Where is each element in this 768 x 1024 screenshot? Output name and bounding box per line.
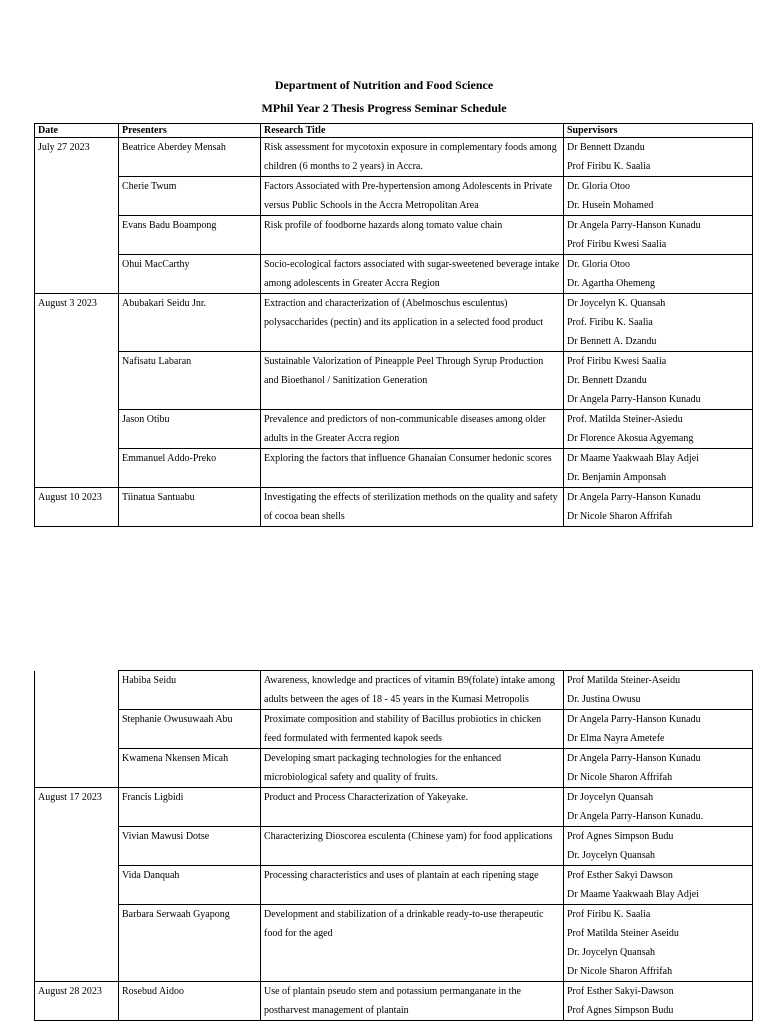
cell-supervisors xyxy=(564,255,753,294)
supervisor-name: Dr Angela Parry-Hanson Kunadu. xyxy=(567,811,704,822)
cell-research-title: Sustainable Valorization of Pineapple Peel Through Syrup Production and Bioethanol / Sanitization Generation xyxy=(261,352,564,410)
supervisor-name: Dr Nicole Sharon Affrifah xyxy=(567,966,673,977)
cell-presenter: Vivian Mawusi Dotse xyxy=(119,827,261,866)
cell-supervisors xyxy=(564,410,753,449)
cell-supervisors xyxy=(564,216,753,255)
cell-date: August 17 2023 xyxy=(35,788,119,827)
supervisor-name: Dr Joycelyn K. Quansah xyxy=(567,298,666,309)
supervisor-name: Dr Maame Yaakwaah Blay Adjei xyxy=(567,453,699,464)
cell-supervisors xyxy=(564,671,753,710)
cell-research-title: Factors Associated with Pre-hypertension among Adolescents in Private versus Public Schools in the Accra Metropolitan Area xyxy=(261,177,564,216)
supervisor-name: Prof Firibu Kwesi Saalia xyxy=(567,356,667,367)
supervisor-name: Dr. Joycelyn Quansah xyxy=(567,850,656,861)
cell-supervisors xyxy=(564,177,753,216)
table-row xyxy=(35,255,753,294)
supervisor-name: Dr. Husein Mohamed xyxy=(567,200,654,211)
cell-supervisors xyxy=(564,294,753,352)
cell-presenter: Francis Ligbidi xyxy=(119,788,261,827)
cell-research-title: Extraction and characterization of (Abelmoschus esculentus) polysaccharides (pectin) and its application in a selected food product xyxy=(261,294,564,352)
cell-date xyxy=(35,749,119,788)
supervisor-name: Dr Angela Parry-Hanson Kunadu xyxy=(567,492,701,503)
cell-research-title: Risk profile of foodborne hazards along tomato value chain xyxy=(261,216,564,255)
supervisor-name: Prof Firibu Kwesi Saalia xyxy=(567,239,667,250)
cell-date xyxy=(35,216,119,255)
cell-date xyxy=(35,177,119,216)
cell-date: July 27 2023 xyxy=(35,138,119,177)
cell-presenter: Emmanuel Addo-Preko xyxy=(119,449,261,488)
cell-supervisors xyxy=(564,866,753,905)
cell-presenter: Kwamena Nkensen Micah xyxy=(119,749,261,788)
table-row xyxy=(35,177,753,216)
column-header-presenters: Presenters xyxy=(119,124,261,138)
supervisor-name: Dr Elma Nayra Ametefe xyxy=(567,733,665,744)
cell-supervisors xyxy=(564,905,753,982)
cell-research-title: Prevalence and predictors of non-communicable diseases among older adults in the Greater Accra region xyxy=(261,410,564,449)
table-row xyxy=(35,352,753,410)
cell-presenter: Cherie Twum xyxy=(119,177,261,216)
supervisor-name: Dr. Benjamin Amponsah xyxy=(567,472,667,483)
cell-supervisors xyxy=(564,788,753,827)
cell-date xyxy=(35,449,119,488)
table-row xyxy=(35,216,753,255)
cell-research-title: Proximate composition and stability of Bacillus probiotics in chicken feed formulated with fermented kapok seeds xyxy=(261,710,564,749)
cell-presenter: Vida Danquah xyxy=(119,866,261,905)
cell-supervisors xyxy=(564,710,753,749)
table-row xyxy=(35,982,753,1021)
cell-research-title: Awareness, knowledge and practices of vitamin B9(folate) intake among adults between the ages of 18 - 45 years in the Kumasi Metropolis xyxy=(261,671,564,710)
table-row xyxy=(35,671,753,710)
cell-presenter: Habiba Seidu xyxy=(119,671,261,710)
supervisor-name: Prof Firibu K. Saalia xyxy=(567,161,651,172)
table-row xyxy=(35,449,753,488)
supervisor-name: Prof Agnes Simpson Budu xyxy=(567,1005,674,1016)
supervisor-name: Dr Maame Yaakwaah Blay Adjei xyxy=(567,889,699,900)
cell-supervisors xyxy=(564,352,753,410)
table-row xyxy=(35,710,753,749)
cell-presenter: Rosebud Aidoo xyxy=(119,982,261,1021)
cell-presenter: Tiinatua Santuabu xyxy=(119,488,261,527)
column-header-research-title: Research Title xyxy=(261,124,564,138)
supervisor-name: Dr. Gloria Otoo xyxy=(567,181,631,192)
cell-date: August 3 2023 xyxy=(35,294,119,352)
schedule-title: MPhil Year 2 Thesis Progress Seminar Schedule xyxy=(261,101,507,115)
column-header-supervisors: Supervisors xyxy=(564,124,753,138)
cell-supervisors xyxy=(564,827,753,866)
cell-date xyxy=(35,866,119,905)
supervisor-name: Dr Angela Parry-Hanson Kunadu xyxy=(567,394,701,405)
supervisor-name: Prof Agnes Simpson Budu xyxy=(567,831,674,842)
supervisor-name: Prof. Firibu K. Saalia xyxy=(567,317,653,328)
cell-research-title: Exploring the factors that influence Ghanaian Consumer hedonic scores xyxy=(261,449,564,488)
cell-research-title: Characterizing Dioscorea esculenta (Chinese yam) for food applications xyxy=(261,827,564,866)
supervisor-name: Dr. Agartha Ohemeng xyxy=(567,278,656,289)
cell-presenter: Stephanie Owusuwaah Abu xyxy=(119,710,261,749)
cell-supervisors xyxy=(564,449,753,488)
cell-date xyxy=(35,671,119,710)
supervisor-name: Prof Firibu K. Saalia xyxy=(567,909,651,920)
cell-date xyxy=(35,410,119,449)
supervisor-name: Dr Nicole Sharon Affrifah xyxy=(567,772,673,783)
cell-research-title: Socio-ecological factors associated with sugar-sweetened beverage intake among adolescents in Greater Accra Region xyxy=(261,255,564,294)
cell-date xyxy=(35,827,119,866)
supervisor-name: Prof Esther Sakyi-Dawson xyxy=(567,986,674,997)
table-row xyxy=(35,294,753,352)
table-row xyxy=(35,905,753,982)
cell-presenter: Beatrice Aberdey Mensah xyxy=(119,138,261,177)
supervisor-name: Dr. Joycelyn Quansah xyxy=(567,947,656,958)
schedule-table-page-2 xyxy=(34,670,753,1021)
cell-date xyxy=(35,352,119,410)
cell-research-title: Product and Process Characterization of Yakeyake. xyxy=(261,788,564,827)
cell-date xyxy=(35,710,119,749)
supervisor-name: Prof. Matilda Steiner-Asiedu xyxy=(567,414,683,425)
supervisor-name: Dr Joycelyn Quansah xyxy=(567,792,654,803)
cell-supervisors xyxy=(564,488,753,527)
cell-date xyxy=(35,255,119,294)
supervisor-name: Dr Angela Parry-Hanson Kunadu xyxy=(567,753,701,764)
cell-date: August 28 2023 xyxy=(35,982,119,1021)
supervisor-name: Dr Florence Akosua Agyemang xyxy=(567,433,694,444)
cell-research-title: Development and stabilization of a drinkable ready-to-use therapeutic food for the aged xyxy=(261,905,564,982)
supervisor-name: Dr Angela Parry-Hanson Kunadu xyxy=(567,714,701,725)
supervisor-name: Dr. Gloria Otoo xyxy=(567,259,631,270)
supervisor-name: Dr Angela Parry-Hanson Kunadu xyxy=(567,220,701,231)
cell-presenter: Evans Badu Boampong xyxy=(119,216,261,255)
cell-research-title: Use of plantain pseudo stem and potassium permanganate in the postharvest management of plantain xyxy=(261,982,564,1021)
cell-presenter: Barbara Serwaah Gyapong xyxy=(119,905,261,982)
table-row xyxy=(35,488,753,527)
cell-research-title: Risk assessment for mycotoxin exposure in complementary foods among children (6 months to 2 years) in Accra. xyxy=(261,138,564,177)
table-row xyxy=(35,138,753,177)
department-title: Department of Nutrition and Food Science xyxy=(274,78,494,92)
table-row xyxy=(35,410,753,449)
cell-research-title: Investigating the effects of sterilization methods on the quality and safety of cocoa bean shells xyxy=(261,488,564,527)
cell-presenter: Jason Otibu xyxy=(119,410,261,449)
table-row xyxy=(35,827,753,866)
supervisor-name: Dr Bennett A. Dzandu xyxy=(567,336,657,347)
column-header-date: Date xyxy=(35,124,119,138)
table-row xyxy=(35,866,753,905)
table-row xyxy=(35,788,753,827)
cell-date xyxy=(35,905,119,982)
supervisor-name: Dr. Bennett Dzandu xyxy=(567,375,647,386)
cell-supervisors xyxy=(564,749,753,788)
schedule-table-page-1 xyxy=(34,123,753,527)
supervisor-name: Dr Nicole Sharon Affrifah xyxy=(567,511,673,522)
cell-research-title: Processing characteristics and uses of plantain at each ripening stage xyxy=(261,866,564,905)
cell-presenter: Nafisatu Labaran xyxy=(119,352,261,410)
cell-date: August 10 2023 xyxy=(35,488,119,527)
supervisor-name: Prof Matilda Steiner-Aseidu xyxy=(567,675,681,686)
cell-supervisors xyxy=(564,138,753,177)
supervisor-name: Dr Bennett Dzandu xyxy=(567,142,645,153)
cell-supervisors xyxy=(564,982,753,1021)
cell-presenter: Abubakari Seidu Jnr. xyxy=(119,294,261,352)
cell-research-title: Developing smart packaging technologies for the enhanced microbiological safety and quality of fruits. xyxy=(261,749,564,788)
table-row xyxy=(35,749,753,788)
supervisor-name: Dr. Justina Owusu xyxy=(567,694,641,705)
cell-presenter: Ohui MacCarthy xyxy=(119,255,261,294)
supervisor-name: Prof Matilda Steiner Aseidu xyxy=(567,928,679,939)
supervisor-name: Prof Esther Sakyi Dawson xyxy=(567,870,673,881)
table-header-row xyxy=(35,124,753,138)
